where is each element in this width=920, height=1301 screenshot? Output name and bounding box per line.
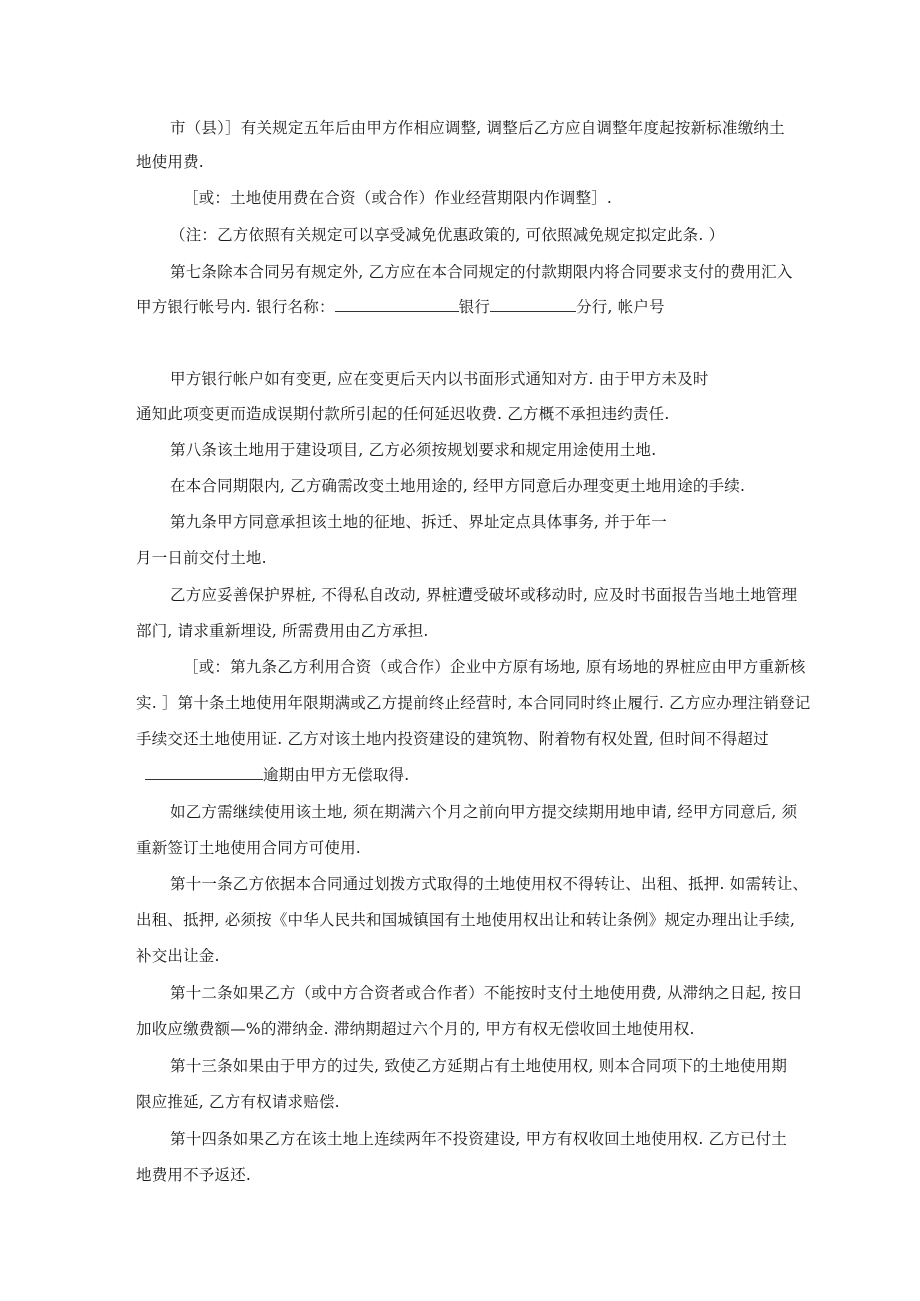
- bank-line-mid1: 银行: [458, 298, 491, 316]
- expiry-line-suffix: 逾期由甲方无偿取得.: [263, 766, 410, 784]
- text-line: 第七条除本合同另有规定外, 乙方应在本合同规定的付款期限内将合同要求支付的费用汇入: [170, 263, 793, 281]
- text-line: （注：乙方依照有关规定可以享受减免优惠政策的, 可依照减免规定拟定此条. ）: [170, 226, 725, 244]
- text-line: 第十二条如果乙方（或中方合资者或合作者）不能按时支付土地使用费, 从滞纳之日起, 按日: [170, 984, 803, 1002]
- expiry-line: [145, 765, 409, 785]
- text-line: 重新签订土地使用合同方可使用.: [136, 839, 361, 857]
- text-line: 在本合同期限内, 乙方确需改变土地用途的, 经甲方同意后办理变更土地用途的手续.: [170, 477, 746, 495]
- text-line: 第十一条乙方依据本合同通过划拨方式取得的土地使用权不得转让、出租、抵押. 如需转让、: [170, 875, 809, 893]
- text-line: 加收应缴费额—%的滞纳金. 滞纳期超过六个月的, 甲方有权无偿收回土地使用权.: [136, 1020, 695, 1038]
- expiry-date-blank: [145, 765, 263, 780]
- text-line: 第九条甲方同意承担该土地的征地、拆迁、界址定点具体事务, 并于年一: [170, 513, 667, 531]
- bank-line-prefix: 甲方银行帐号内. 银行名称：: [136, 298, 335, 316]
- bank-name-blank: [335, 297, 459, 312]
- text-line: 地使用费.: [136, 153, 204, 171]
- text-line: 乙方应妥善保护界桩, 不得私自改动, 界桩遭受破坏或移动时, 应及时书面报告当地土地管理: [170, 586, 798, 604]
- text-line: 第十三条如果由于甲方的过失, 致使乙方延期占有土地使用权, 则本合同项下的土地使用期: [170, 1057, 788, 1075]
- text-line: ［或：土地使用费在合资（或合作）作业经营期限内作调整］.: [183, 189, 613, 207]
- text-line: 甲方银行帐户如有变更, 应在变更后天内以书面形式通知对方. 由于甲方未及时: [170, 370, 709, 388]
- bank-account-line: [136, 297, 665, 317]
- text-line: 市（县）］有关规定五年后由甲方作相应调整, 调整后乙方应自调整年度起按新标准缴纳土: [170, 119, 785, 137]
- text-line: 如乙方需继续使用该土地, 须在期满六个月之前向甲方提交续期用地申请, 经甲方同意后, 须: [170, 803, 798, 821]
- text-line: 月一日前交付土地.: [136, 549, 267, 567]
- text-line: 第十四条如果乙方在该土地上连续两年不投资建设, 甲方有权收回土地使用权. 乙方已付土: [170, 1130, 788, 1148]
- text-line: 部门, 请求重新埋设, 所需费用由乙方承担.: [136, 622, 429, 640]
- text-line: 出租、抵押, 必须按《中华人民共和国城镇国有土地使用权出让和转让条例》规定办理出让手续,: [136, 911, 796, 929]
- text-line: 补交出让金.: [136, 947, 220, 965]
- bank-line-mid2: 分行, 帐户号: [576, 298, 665, 316]
- text-line: ［或：第九条乙方利用合资（或合作）企业中方原有场地, 原有场地的界桩应由甲方重新核: [183, 658, 806, 676]
- text-line: 通知此项变更而造成误期付款所引起的任何延迟收费. 乙方概不承担违约责任.: [136, 405, 670, 423]
- text-line: 限应推延, 乙方有权请求赔偿.: [136, 1093, 340, 1111]
- branch-name-blank: [490, 297, 576, 312]
- text-line: 手续交还土地使用证. 乙方对该土地内投资建设的建筑物、附着物有权处置, 但时间不得超过: [136, 730, 769, 748]
- text-line: 第八条该土地用于建设项目, 乙方必须按规划要求和规定用途使用土地.: [170, 441, 657, 459]
- text-line: 实. ］第十条土地使用年限期满或乙方提前终止经营时, 本合同同时终止履行. 乙方应办理注销登记: [136, 694, 811, 712]
- text-line: 地费用不予返还.: [136, 1166, 252, 1184]
